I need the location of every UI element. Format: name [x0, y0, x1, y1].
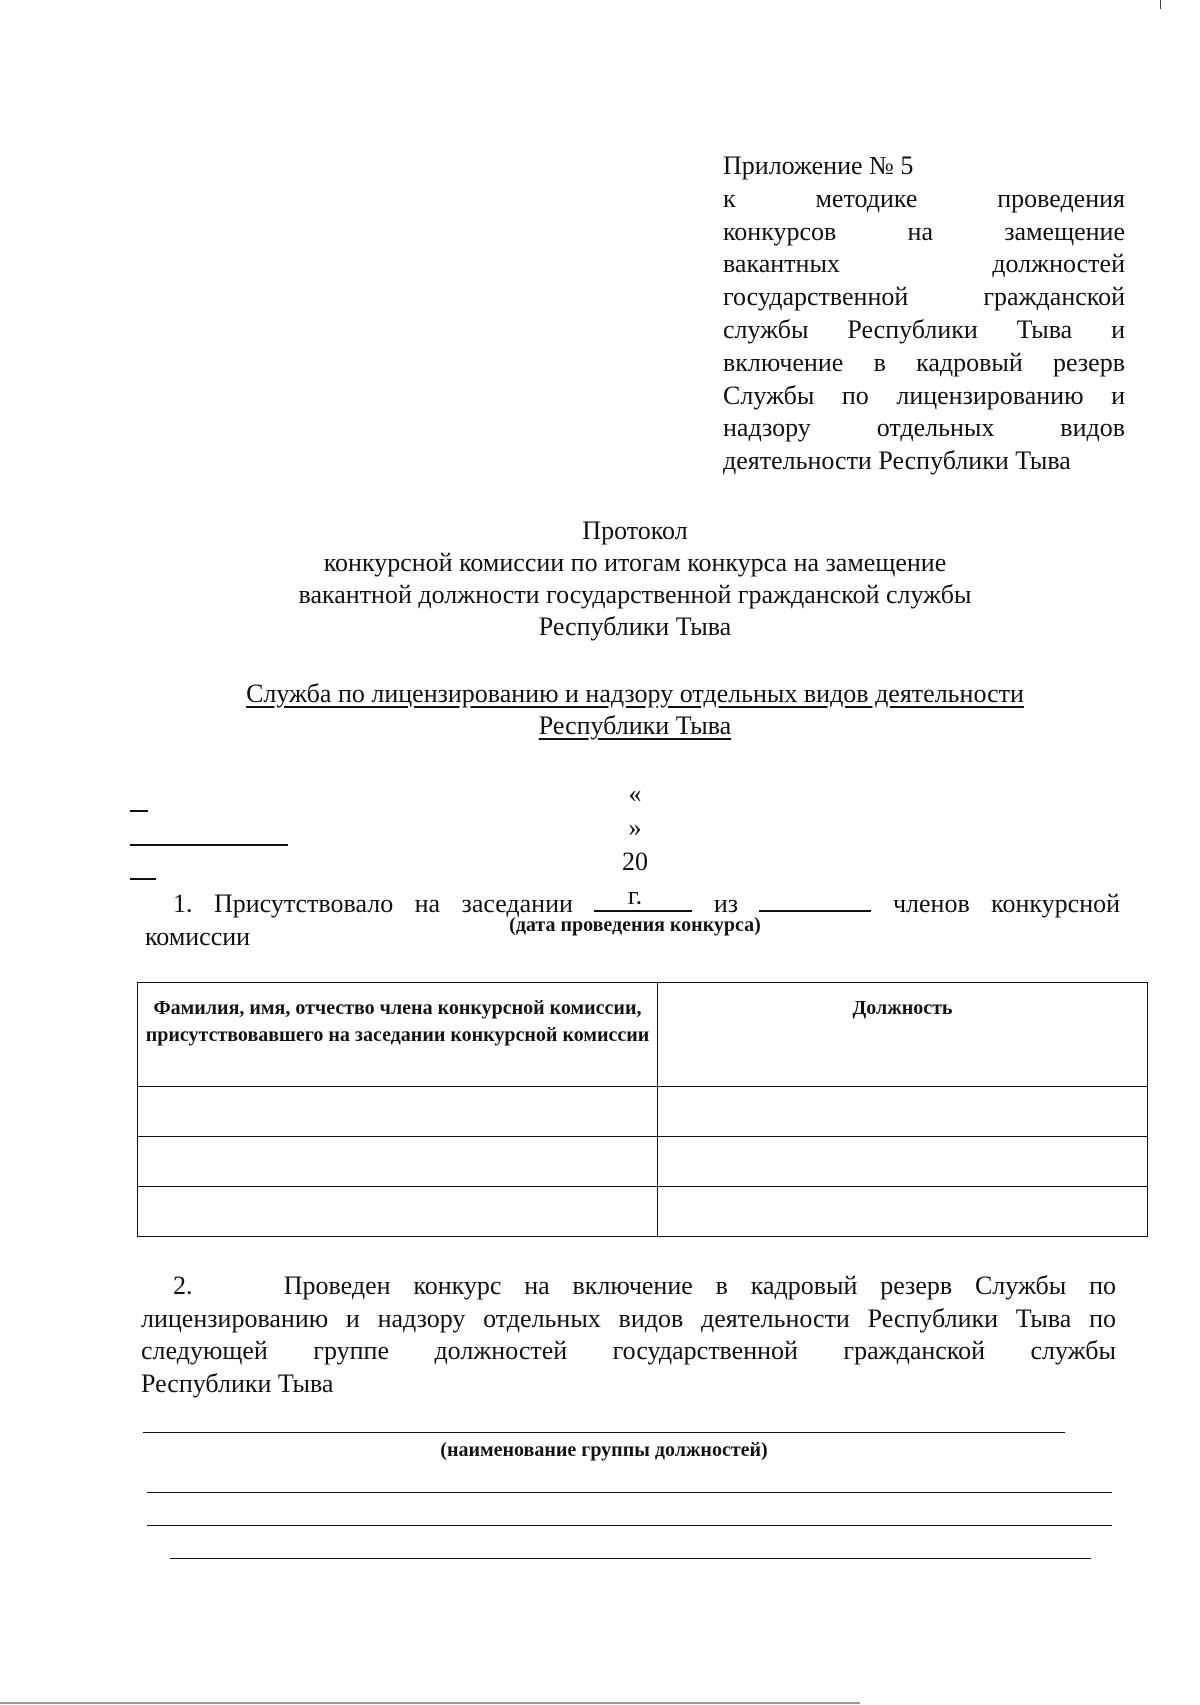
section-1-text: из — [713, 889, 739, 918]
section-1-wrap: комиссии — [145, 921, 251, 951]
organization-line: Республики Тыва — [538, 711, 732, 740]
table-cell[interactable] — [138, 1187, 658, 1237]
section-2-line: лицензированию и надзору отдельных видов деятельности Республики Тыва по — [141, 1303, 1116, 1333]
section-1-text: членов конкурсной — [892, 889, 1121, 918]
section-1-number: 1. — [173, 889, 193, 918]
protocol-subtitle-line: вакантной должности государственной гражданской службы — [298, 580, 972, 609]
table-row — [138, 1087, 1148, 1137]
organization-line: Служба по лицензированию и надзору отдельных видов деятельности — [246, 679, 1024, 708]
section-2-line: Республики Тыва — [141, 1368, 334, 1398]
protocol-title — [130, 515, 1140, 643]
scan-bottom-edge — [0, 1702, 860, 1704]
appendix-line: Службы по лицензированию и — [723, 380, 1125, 410]
header-position: Должность — [658, 983, 1148, 1087]
section-2-line: следующей группе должностей государственной гражданской службы — [141, 1336, 1116, 1366]
section-2-number: 2. — [173, 1271, 193, 1300]
date-open-quote: « — [628, 779, 642, 808]
table-cell[interactable] — [658, 1187, 1148, 1237]
fill-in-line[interactable] — [170, 1558, 1091, 1559]
appendix-line: к методике проведения — [723, 183, 1125, 213]
table-cell[interactable] — [138, 1137, 658, 1187]
section-2-text: Проведен конкурс на включение в кадровый резерв Службы по — [283, 1271, 1116, 1300]
section-1 — [145, 888, 1120, 953]
present-count-blank[interactable] — [594, 910, 692, 912]
date-close-quote: » — [628, 813, 642, 842]
protocol-subtitle-line: Республики Тыва — [538, 612, 732, 641]
appendix-line: службы Республики Тыва и — [723, 314, 1125, 344]
section-2-line — [141, 1270, 1116, 1303]
appendix-line: надзору отдельных видов — [723, 413, 1125, 443]
table-header-row — [138, 983, 1148, 1087]
appendix-line: конкурсов на замещение — [723, 216, 1125, 246]
table-row — [138, 1137, 1148, 1187]
appendix-line: государственной гражданской — [723, 282, 1125, 312]
appendix-line: вакантных должностей — [723, 249, 1125, 279]
protocol-heading: Протокол — [582, 516, 688, 545]
table-cell[interactable] — [658, 1137, 1148, 1187]
section-1-line — [145, 888, 1120, 921]
section-2 — [141, 1270, 1116, 1400]
group-name-line[interactable] — [143, 1432, 1065, 1433]
year-prefix: 20 — [622, 847, 648, 876]
appendix-line: деятельности Республики Тыва — [723, 446, 1071, 476]
protocol-subtitle-line: конкурсной комиссии по итогам конкурса на замещение — [323, 548, 947, 577]
header-member-name: Фамилия, имя, отчество члена конкурсной комиссии, присутствовавшего на заседании конкурсной комиссии — [138, 983, 658, 1087]
date-caption: (дата проведения конкурса) — [509, 914, 761, 936]
table-cell[interactable] — [138, 1087, 658, 1137]
section-1-text: Присутствовало на заседании — [213, 889, 573, 918]
scan-margin-mark — [1160, 0, 1161, 9]
appendix-line: включение в кадровый резерв — [723, 347, 1125, 377]
table-row — [138, 1187, 1148, 1237]
organization-name — [130, 678, 1140, 742]
appendix-header — [723, 150, 1125, 478]
members-table — [137, 982, 1148, 1237]
fill-in-line[interactable] — [147, 1525, 1112, 1526]
table-cell[interactable] — [658, 1087, 1148, 1137]
members-table-wrap — [137, 982, 1148, 1237]
total-count-blank[interactable] — [759, 910, 871, 912]
year-suffix: г. — [627, 881, 643, 910]
appendix-title: Приложение № 5 — [723, 151, 914, 180]
group-name-caption: (наименование группы должностей) — [440, 1439, 768, 1461]
fill-in-line[interactable] — [147, 1492, 1112, 1493]
